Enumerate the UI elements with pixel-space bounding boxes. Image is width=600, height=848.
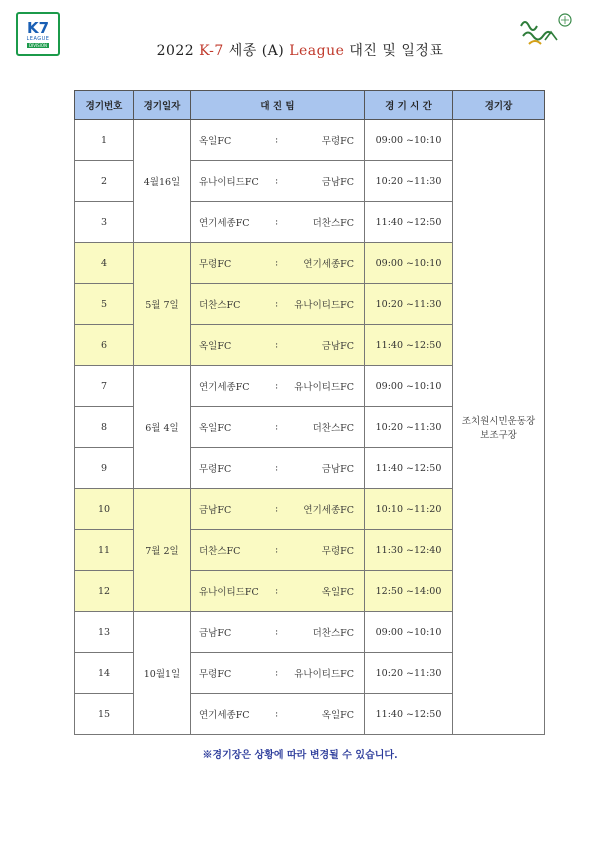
logo-sub: LEAGUE — [26, 35, 50, 42]
away-team: 유나이티드FC — [294, 669, 354, 680]
match-number: 7 — [75, 366, 134, 407]
match-time: 10:20 ~11:30 — [365, 407, 453, 448]
home-team: 옥일FC — [199, 136, 232, 147]
match-number: 13 — [75, 612, 134, 653]
home-team: 금남FC — [199, 628, 232, 639]
match-number: 12 — [75, 571, 134, 612]
team-separator: : — [275, 216, 279, 228]
team-separator: : — [275, 503, 279, 515]
match-time: 09:00 ~10:10 — [365, 366, 453, 407]
away-team: 연기세종FC — [303, 259, 354, 270]
away-team: 더찬스FC — [312, 218, 354, 229]
home-team: 금남FC — [199, 505, 232, 516]
match-number: 15 — [75, 694, 134, 735]
away-team: 무령FC — [321, 546, 354, 557]
match-time: 10:20 ~11:30 — [365, 161, 453, 202]
title-rest: 대진 및 일정표 — [349, 43, 444, 59]
match-teams — [191, 325, 365, 366]
home-team: 무령FC — [199, 669, 232, 680]
home-team: 무령FC — [199, 464, 232, 475]
home-team: 무령FC — [199, 259, 232, 270]
match-time: 10:20 ~11:30 — [365, 653, 453, 694]
match-time: 11:40 ~12:50 — [365, 448, 453, 489]
match-teams — [191, 653, 365, 694]
match-time: 11:40 ~12:50 — [365, 202, 453, 243]
match-time: 11:40 ~12:50 — [365, 325, 453, 366]
title-league-code: K-7 — [199, 43, 224, 59]
home-team: 연기세종FC — [199, 710, 250, 721]
away-team: 유나이티드FC — [294, 300, 354, 311]
team-separator: : — [275, 380, 279, 392]
match-number: 8 — [75, 407, 134, 448]
team-separator: : — [275, 134, 279, 146]
table-row — [75, 120, 545, 161]
match-teams — [191, 284, 365, 325]
team-separator: : — [275, 585, 279, 597]
header-teams: 대 진 팀 — [191, 91, 365, 120]
team-separator: : — [275, 544, 279, 556]
logo-mark: K7 — [26, 18, 50, 37]
match-teams — [191, 366, 365, 407]
venue-cell — [453, 120, 545, 735]
match-number: 9 — [75, 448, 134, 489]
match-number: 5 — [75, 284, 134, 325]
title-league-word: League — [289, 43, 345, 59]
match-number: 3 — [75, 202, 134, 243]
header-match-no: 경기번호 — [75, 91, 134, 120]
match-number: 4 — [75, 243, 134, 284]
match-teams — [191, 612, 365, 653]
home-team: 유나이티드FC — [199, 587, 259, 598]
away-team: 유나이티드FC — [294, 382, 354, 393]
team-separator: : — [275, 626, 279, 638]
match-date: 7월 2일 — [134, 489, 191, 612]
match-number: 6 — [75, 325, 134, 366]
match-teams — [191, 571, 365, 612]
match-number: 1 — [75, 120, 134, 161]
header-match-date: 경기일자 — [134, 91, 191, 120]
title-city: 세종 (A) — [228, 43, 285, 59]
match-time: 09:00 ~10:10 — [365, 612, 453, 653]
match-teams — [191, 530, 365, 571]
team-separator: : — [275, 421, 279, 433]
match-time: 10:20 ~11:30 — [365, 284, 453, 325]
team-separator: : — [275, 257, 279, 269]
home-team: 옥일FC — [199, 423, 232, 434]
match-number: 2 — [75, 161, 134, 202]
team-separator: : — [275, 339, 279, 351]
match-teams — [191, 448, 365, 489]
home-team: 더찬스FC — [199, 546, 241, 557]
home-team: 연기세종FC — [199, 218, 250, 229]
header-row — [75, 91, 545, 120]
title-year: 2022 — [156, 43, 195, 59]
match-time: 09:00 ~10:10 — [365, 243, 453, 284]
away-team: 옥일FC — [321, 587, 354, 598]
match-teams — [191, 120, 365, 161]
team-separator: : — [275, 462, 279, 474]
header-venue: 경기장 — [453, 91, 545, 120]
home-team: 더찬스FC — [199, 300, 241, 311]
match-number: 11 — [75, 530, 134, 571]
away-team: 금남FC — [321, 177, 354, 188]
match-teams — [191, 694, 365, 735]
away-team: 더찬스FC — [312, 423, 354, 434]
match-date: 4월16일 — [134, 120, 191, 243]
match-teams — [191, 161, 365, 202]
match-date: 6월 4일 — [134, 366, 191, 489]
home-team: 유나이티드FC — [199, 177, 259, 188]
logo-division: DIVISION — [28, 42, 48, 48]
away-team: 금남FC — [321, 464, 354, 475]
away-team: 무령FC — [321, 136, 354, 147]
away-team: 옥일FC — [321, 710, 354, 721]
match-time: 09:00 ~10:10 — [365, 120, 453, 161]
match-number: 10 — [75, 489, 134, 530]
venue-sub: 보조구장 — [480, 430, 517, 441]
match-number: 14 — [75, 653, 134, 694]
match-time: 10:10 ~11:20 — [365, 489, 453, 530]
team-separator: : — [275, 708, 279, 720]
match-teams — [191, 489, 365, 530]
home-team: 옥일FC — [199, 341, 232, 352]
match-time: 12:50 ~14:00 — [365, 571, 453, 612]
team-separator: : — [275, 298, 279, 310]
header-time: 경 기 시 간 — [365, 91, 453, 120]
page-title — [0, 40, 600, 60]
team-separator: : — [275, 175, 279, 187]
schedule-table — [74, 90, 545, 735]
match-time: 11:40 ~12:50 — [365, 694, 453, 735]
away-team: 연기세종FC — [303, 505, 354, 516]
match-date: 5월 7일 — [134, 243, 191, 366]
home-team: 연기세종FC — [199, 382, 250, 393]
match-teams — [191, 202, 365, 243]
away-team: 금남FC — [321, 341, 354, 352]
match-date: 10월1일 — [134, 612, 191, 735]
match-teams — [191, 243, 365, 284]
venue-change-notice: ※경기장은 상황에 따라 변경될 수 있습니다. — [202, 750, 398, 761]
away-team: 더찬스FC — [312, 628, 354, 639]
match-time: 11:30 ~12:40 — [365, 530, 453, 571]
team-separator: : — [275, 667, 279, 679]
venue-name: 조치원시민운동장 — [461, 416, 536, 427]
match-teams — [191, 407, 365, 448]
